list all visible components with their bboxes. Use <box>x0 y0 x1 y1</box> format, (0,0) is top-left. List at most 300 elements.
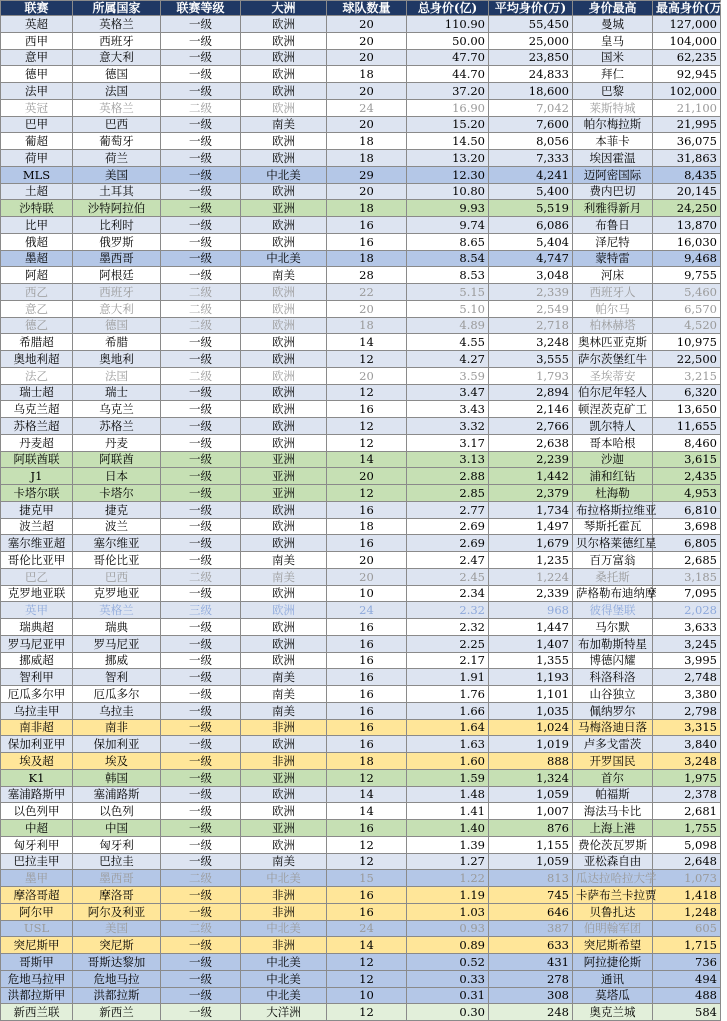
cell-league: 中超 <box>1 820 73 837</box>
cell-total-value: 1.48 <box>407 786 489 803</box>
cell-tier: 一级 <box>161 501 241 518</box>
cell-top-club: 通讯 <box>573 970 653 987</box>
cell-continent: 中北美 <box>241 987 327 1004</box>
cell-total-value: 2.77 <box>407 501 489 518</box>
cell-average-value: 1,235 <box>489 552 573 569</box>
cell-team-count: 10 <box>327 987 407 1004</box>
cell-tier: 一级 <box>161 351 241 368</box>
cell-average-value: 2,239 <box>489 451 573 468</box>
cell-continent: 中北美 <box>241 250 327 267</box>
cell-country: 匈牙利 <box>73 836 161 853</box>
cell-continent: 亚洲 <box>241 451 327 468</box>
cell-continent: 欧洲 <box>241 351 327 368</box>
cell-team-count: 20 <box>327 49 407 66</box>
cell-average-value: 1,793 <box>489 367 573 384</box>
cell-top-club: 顿涅茨克矿工 <box>573 401 653 418</box>
table-row <box>1 468 721 485</box>
cell-tier: 一级 <box>161 183 241 200</box>
cell-continent: 欧洲 <box>241 16 327 33</box>
cell-total-value: 1.22 <box>407 870 489 887</box>
cell-top-club: 奥林匹亚克斯 <box>573 334 653 351</box>
cell-top-club: 利雅得新月 <box>573 200 653 217</box>
cell-country: 中国 <box>73 820 161 837</box>
cell-country: 突尼斯 <box>73 937 161 954</box>
cell-top-value: 2,435 <box>653 468 721 485</box>
cell-team-count: 24 <box>327 99 407 116</box>
cell-average-value: 2,146 <box>489 401 573 418</box>
table-row <box>1 32 721 49</box>
cell-country: 沙特阿拉伯 <box>73 200 161 217</box>
table-row <box>1 150 721 167</box>
cell-top-club: 埃因霍温 <box>573 150 653 167</box>
table-row <box>1 702 721 719</box>
cell-average-value: 2,339 <box>489 585 573 602</box>
cell-continent: 欧洲 <box>241 501 327 518</box>
cell-top-value: 11,655 <box>653 418 721 435</box>
cell-average-value: 1,679 <box>489 535 573 552</box>
cell-top-club: 浦和红钻 <box>573 468 653 485</box>
cell-continent: 南美 <box>241 267 327 284</box>
cell-tier: 二级 <box>161 870 241 887</box>
cell-country: 危地马拉 <box>73 970 161 987</box>
cell-league: 克罗地亚联 <box>1 585 73 602</box>
cell-team-count: 29 <box>327 166 407 183</box>
cell-total-value: 1.64 <box>407 719 489 736</box>
cell-team-count: 20 <box>327 552 407 569</box>
cell-tier: 一级 <box>161 736 241 753</box>
cell-country: 巴西 <box>73 568 161 585</box>
cell-team-count: 12 <box>327 954 407 971</box>
cell-top-club: 琴斯托霍瓦 <box>573 518 653 535</box>
cell-continent: 欧洲 <box>241 619 327 636</box>
cell-total-value: 2.69 <box>407 535 489 552</box>
cell-team-count: 16 <box>327 233 407 250</box>
cell-top-value: 605 <box>653 920 721 937</box>
cell-continent: 欧洲 <box>241 233 327 250</box>
cell-continent: 欧洲 <box>241 736 327 753</box>
cell-continent: 非洲 <box>241 753 327 770</box>
cell-country: 哥伦比亚 <box>73 552 161 569</box>
table-row <box>1 652 721 669</box>
cell-top-club: 萨尔茨堡红牛 <box>573 351 653 368</box>
cell-total-value: 1.63 <box>407 736 489 753</box>
cell-tier: 一级 <box>161 116 241 133</box>
cell-top-value: 10,975 <box>653 334 721 351</box>
cell-top-club: 萨格勒布迪纳摩 <box>573 585 653 602</box>
table-row <box>1 49 721 66</box>
cell-top-club: 奥克兰城 <box>573 1004 653 1021</box>
cell-league: 巴乙 <box>1 568 73 585</box>
cell-tier: 一级 <box>161 619 241 636</box>
cell-tier: 一级 <box>161 535 241 552</box>
cell-top-value: 62,235 <box>653 49 721 66</box>
cell-total-value: 1.03 <box>407 903 489 920</box>
cell-top-club: 布鲁日 <box>573 217 653 234</box>
cell-team-count: 20 <box>327 568 407 585</box>
cell-top-club: 科洛科洛 <box>573 669 653 686</box>
cell-league: 埃及超 <box>1 753 73 770</box>
cell-top-value: 2,028 <box>653 602 721 619</box>
cell-continent: 欧洲 <box>241 66 327 83</box>
cell-top-value: 3,615 <box>653 451 721 468</box>
cell-top-value: 5,098 <box>653 836 721 853</box>
table-row <box>1 753 721 770</box>
cell-top-value: 494 <box>653 970 721 987</box>
cell-average-value: 2,379 <box>489 485 573 502</box>
cell-tier: 二级 <box>161 284 241 301</box>
table-row <box>1 267 721 284</box>
header-country: 所属国家 <box>73 1 161 16</box>
cell-top-club: 圣埃蒂安 <box>573 367 653 384</box>
cell-tier: 一级 <box>161 32 241 49</box>
cell-league: 瑞典超 <box>1 619 73 636</box>
cell-top-value: 2,648 <box>653 853 721 870</box>
cell-total-value: 0.30 <box>407 1004 489 1021</box>
cell-tier: 一级 <box>161 853 241 870</box>
cell-total-value: 2.47 <box>407 552 489 569</box>
cell-continent: 欧洲 <box>241 32 327 49</box>
cell-top-value: 24,250 <box>653 200 721 217</box>
cell-top-club: 泽尼特 <box>573 233 653 250</box>
cell-average-value: 1,155 <box>489 836 573 853</box>
cell-average-value: 2,718 <box>489 317 573 334</box>
cell-tier: 一级 <box>161 786 241 803</box>
cell-team-count: 16 <box>327 702 407 719</box>
cell-total-value: 3.59 <box>407 367 489 384</box>
cell-average-value: 55,450 <box>489 16 573 33</box>
cell-total-value: 9.93 <box>407 200 489 217</box>
cell-league: 匈牙利甲 <box>1 836 73 853</box>
cell-country: 西班牙 <box>73 284 161 301</box>
cell-total-value: 3.47 <box>407 384 489 401</box>
table-row <box>1 987 721 1004</box>
cell-top-value: 13,870 <box>653 217 721 234</box>
cell-team-count: 10 <box>327 585 407 602</box>
cell-top-value: 20,145 <box>653 183 721 200</box>
cell-continent: 欧洲 <box>241 133 327 150</box>
cell-league: 洪都拉斯甲 <box>1 987 73 1004</box>
cell-team-count: 20 <box>327 300 407 317</box>
cell-tier: 一级 <box>161 83 241 100</box>
cell-team-count: 22 <box>327 284 407 301</box>
cell-tier: 一级 <box>161 954 241 971</box>
cell-continent: 欧洲 <box>241 334 327 351</box>
cell-country: 希腊 <box>73 334 161 351</box>
cell-team-count: 20 <box>327 367 407 384</box>
cell-average-value: 7,600 <box>489 116 573 133</box>
cell-average-value: 745 <box>489 887 573 904</box>
cell-average-value: 6,086 <box>489 217 573 234</box>
table-row <box>1 970 721 987</box>
table-row <box>1 351 721 368</box>
table-row <box>1 719 721 736</box>
cell-continent: 中北美 <box>241 954 327 971</box>
cell-tier: 一级 <box>161 434 241 451</box>
cell-country: 洪都拉斯 <box>73 987 161 1004</box>
table-row <box>1 903 721 920</box>
cell-top-club: 彼得堡联 <box>573 602 653 619</box>
cell-top-club: 博德闪耀 <box>573 652 653 669</box>
cell-team-count: 20 <box>327 468 407 485</box>
cell-tier: 一级 <box>161 401 241 418</box>
cell-top-club: 莫塔瓜 <box>573 987 653 1004</box>
cell-average-value: 23,850 <box>489 49 573 66</box>
cell-top-value: 6,320 <box>653 384 721 401</box>
table-row <box>1 1004 721 1021</box>
cell-continent: 南美 <box>241 853 327 870</box>
cell-country: 罗马尼亚 <box>73 635 161 652</box>
cell-total-value: 4.89 <box>407 317 489 334</box>
cell-league: USL <box>1 920 73 937</box>
table-header <box>1 1 727 16</box>
cell-total-value: 5.15 <box>407 284 489 301</box>
cell-continent: 中北美 <box>241 970 327 987</box>
cell-continent: 欧洲 <box>241 434 327 451</box>
cell-tier: 一级 <box>161 686 241 703</box>
cell-average-value: 1,324 <box>489 769 573 786</box>
cell-tier: 一级 <box>161 820 241 837</box>
cell-total-value: 8.54 <box>407 250 489 267</box>
cell-country: 保加利亚 <box>73 736 161 753</box>
cell-league: 突尼斯甲 <box>1 937 73 954</box>
cell-team-count: 18 <box>327 317 407 334</box>
cell-league: 俄超 <box>1 233 73 250</box>
cell-league: 捷克甲 <box>1 501 73 518</box>
cell-top-value: 31,863 <box>653 150 721 167</box>
cell-top-club: 西班牙人 <box>573 284 653 301</box>
cell-team-count: 16 <box>327 669 407 686</box>
cell-league: 荷甲 <box>1 150 73 167</box>
cell-average-value: 1,734 <box>489 501 573 518</box>
cell-top-club: 马梅洛迪日落 <box>573 719 653 736</box>
table-row <box>1 803 721 820</box>
cell-country: 巴拉圭 <box>73 853 161 870</box>
table-row <box>1 485 721 502</box>
cell-average-value: 2,549 <box>489 300 573 317</box>
cell-continent: 南美 <box>241 568 327 585</box>
cell-team-count: 12 <box>327 384 407 401</box>
cell-top-club: 费内巴切 <box>573 183 653 200</box>
cell-team-count: 12 <box>327 1004 407 1021</box>
table-row <box>1 602 721 619</box>
cell-tier: 一级 <box>161 753 241 770</box>
cell-league: 塞浦路斯甲 <box>1 786 73 803</box>
cell-top-club: 开罗国民 <box>573 753 653 770</box>
cell-country: 葡萄牙 <box>73 133 161 150</box>
cell-total-value: 1.66 <box>407 702 489 719</box>
cell-total-value: 0.89 <box>407 937 489 954</box>
cell-average-value: 2,894 <box>489 384 573 401</box>
cell-country: 法国 <box>73 83 161 100</box>
cell-total-value: 9.74 <box>407 217 489 234</box>
cell-top-club: 百万富翁 <box>573 552 653 569</box>
cell-top-value: 22,500 <box>653 351 721 368</box>
cell-average-value: 1,355 <box>489 652 573 669</box>
cell-total-value: 2.88 <box>407 468 489 485</box>
table-row <box>1 585 721 602</box>
cell-top-value: 92,945 <box>653 66 721 83</box>
cell-total-value: 4.55 <box>407 334 489 351</box>
table-row <box>1 401 721 418</box>
cell-team-count: 16 <box>327 652 407 669</box>
cell-tier: 一级 <box>161 250 241 267</box>
table-row <box>1 217 721 234</box>
cell-total-value: 1.40 <box>407 820 489 837</box>
cell-league: 西乙 <box>1 284 73 301</box>
cell-tier: 一级 <box>161 652 241 669</box>
cell-top-value: 5,460 <box>653 284 721 301</box>
cell-total-value: 50.00 <box>407 32 489 49</box>
cell-team-count: 20 <box>327 83 407 100</box>
cell-continent: 中北美 <box>241 870 327 887</box>
cell-tier: 一级 <box>161 518 241 535</box>
cell-total-value: 2.45 <box>407 568 489 585</box>
cell-average-value: 8,056 <box>489 133 573 150</box>
cell-top-club: 卡萨布兰卡拉贾 <box>573 887 653 904</box>
cell-league: 阿超 <box>1 267 73 284</box>
cell-continent: 大洋洲 <box>241 1004 327 1021</box>
cell-top-value: 2,685 <box>653 552 721 569</box>
cell-country: 瑞士 <box>73 384 161 401</box>
cell-team-count: 18 <box>327 250 407 267</box>
table-row <box>1 870 721 887</box>
cell-country: 瑞典 <box>73 619 161 636</box>
cell-average-value: 1,007 <box>489 803 573 820</box>
cell-country: 韩国 <box>73 769 161 786</box>
cell-tier: 二级 <box>161 568 241 585</box>
cell-top-club: 伯明翰军团 <box>573 920 653 937</box>
cell-total-value: 8.65 <box>407 233 489 250</box>
cell-top-club: 突尼斯希望 <box>573 937 653 954</box>
cell-average-value: 1,059 <box>489 786 573 803</box>
cell-average-value: 431 <box>489 954 573 971</box>
cell-tier: 一级 <box>161 970 241 987</box>
table-row <box>1 284 721 301</box>
cell-tier: 一级 <box>161 66 241 83</box>
cell-league: 阿尔甲 <box>1 903 73 920</box>
cell-average-value: 813 <box>489 870 573 887</box>
table-row <box>1 736 721 753</box>
cell-top-club: 柏林赫塔 <box>573 317 653 334</box>
cell-continent: 欧洲 <box>241 786 327 803</box>
cell-top-value: 1,715 <box>653 937 721 954</box>
cell-country: 挪威 <box>73 652 161 669</box>
cell-country: 意大利 <box>73 300 161 317</box>
table-row <box>1 183 721 200</box>
cell-top-value: 6,810 <box>653 501 721 518</box>
cell-team-count: 14 <box>327 937 407 954</box>
cell-continent: 欧洲 <box>241 518 327 535</box>
cell-league: 卡塔尔联 <box>1 485 73 502</box>
cell-league: 摩洛哥超 <box>1 887 73 904</box>
table-row <box>1 133 721 150</box>
cell-country: 丹麦 <box>73 434 161 451</box>
cell-country: 英格兰 <box>73 16 161 33</box>
cell-country: 摩洛哥 <box>73 887 161 904</box>
cell-league: 土超 <box>1 183 73 200</box>
table-row <box>1 250 721 267</box>
cell-team-count: 16 <box>327 736 407 753</box>
cell-top-value: 104,000 <box>653 32 721 49</box>
table-row <box>1 853 721 870</box>
cell-top-club: 桑托斯 <box>573 568 653 585</box>
cell-total-value: 3.13 <box>407 451 489 468</box>
cell-top-value: 8,460 <box>653 434 721 451</box>
cell-team-count: 14 <box>327 451 407 468</box>
cell-tier: 二级 <box>161 920 241 937</box>
cell-average-value: 646 <box>489 903 573 920</box>
cell-league: 墨超 <box>1 250 73 267</box>
cell-continent: 欧洲 <box>241 284 327 301</box>
cell-top-club: 蒙特雷 <box>573 250 653 267</box>
table-row <box>1 166 721 183</box>
cell-continent: 欧洲 <box>241 183 327 200</box>
cell-tier: 三级 <box>161 602 241 619</box>
cell-total-value: 13.20 <box>407 150 489 167</box>
cell-tier: 一级 <box>161 937 241 954</box>
cell-continent: 欧洲 <box>241 652 327 669</box>
cell-top-value: 6,805 <box>653 535 721 552</box>
cell-top-value: 7,095 <box>653 585 721 602</box>
table-row <box>1 99 721 116</box>
cell-total-value: 3.43 <box>407 401 489 418</box>
cell-tier: 一级 <box>161 334 241 351</box>
cell-team-count: 20 <box>327 16 407 33</box>
cell-team-count: 18 <box>327 133 407 150</box>
cell-league: 罗马尼亚甲 <box>1 635 73 652</box>
cell-tier: 一级 <box>161 702 241 719</box>
cell-tier: 一级 <box>161 836 241 853</box>
cell-team-count: 20 <box>327 183 407 200</box>
cell-top-club: 伯尔尼年轻人 <box>573 384 653 401</box>
cell-team-count: 16 <box>327 887 407 904</box>
cell-league: 奥地利超 <box>1 351 73 368</box>
cell-continent: 非洲 <box>241 903 327 920</box>
cell-average-value: 1,193 <box>489 669 573 686</box>
cell-average-value: 278 <box>489 970 573 987</box>
cell-team-count: 12 <box>327 970 407 987</box>
cell-tier: 一级 <box>161 133 241 150</box>
table-row <box>1 200 721 217</box>
cell-top-value: 127,000 <box>653 16 721 33</box>
cell-league: 葡超 <box>1 133 73 150</box>
table-row <box>1 116 721 133</box>
cell-country: 奥地利 <box>73 351 161 368</box>
header-continent: 大洲 <box>241 1 327 16</box>
cell-league: 法甲 <box>1 83 73 100</box>
cell-top-value: 2,378 <box>653 786 721 803</box>
cell-country: 塞浦路斯 <box>73 786 161 803</box>
cell-league: 比甲 <box>1 217 73 234</box>
cell-top-club: 亚松森自由 <box>573 853 653 870</box>
cell-top-value: 1,248 <box>653 903 721 920</box>
cell-league: 保加利亚甲 <box>1 736 73 753</box>
cell-team-count: 14 <box>327 803 407 820</box>
cell-league: 南非超 <box>1 719 73 736</box>
cell-total-value: 2.17 <box>407 652 489 669</box>
cell-league: 意乙 <box>1 300 73 317</box>
cell-top-club: 哥本哈根 <box>573 434 653 451</box>
header-team-count: 球队数量 <box>327 1 407 16</box>
cell-total-value: 4.27 <box>407 351 489 368</box>
cell-league: 苏格兰超 <box>1 418 73 435</box>
cell-top-value: 3,185 <box>653 568 721 585</box>
cell-tier: 一级 <box>161 485 241 502</box>
cell-average-value: 1,101 <box>489 686 573 703</box>
cell-country: 克罗地亚 <box>73 585 161 602</box>
cell-total-value: 16.90 <box>407 99 489 116</box>
cell-tier: 一级 <box>161 552 241 569</box>
